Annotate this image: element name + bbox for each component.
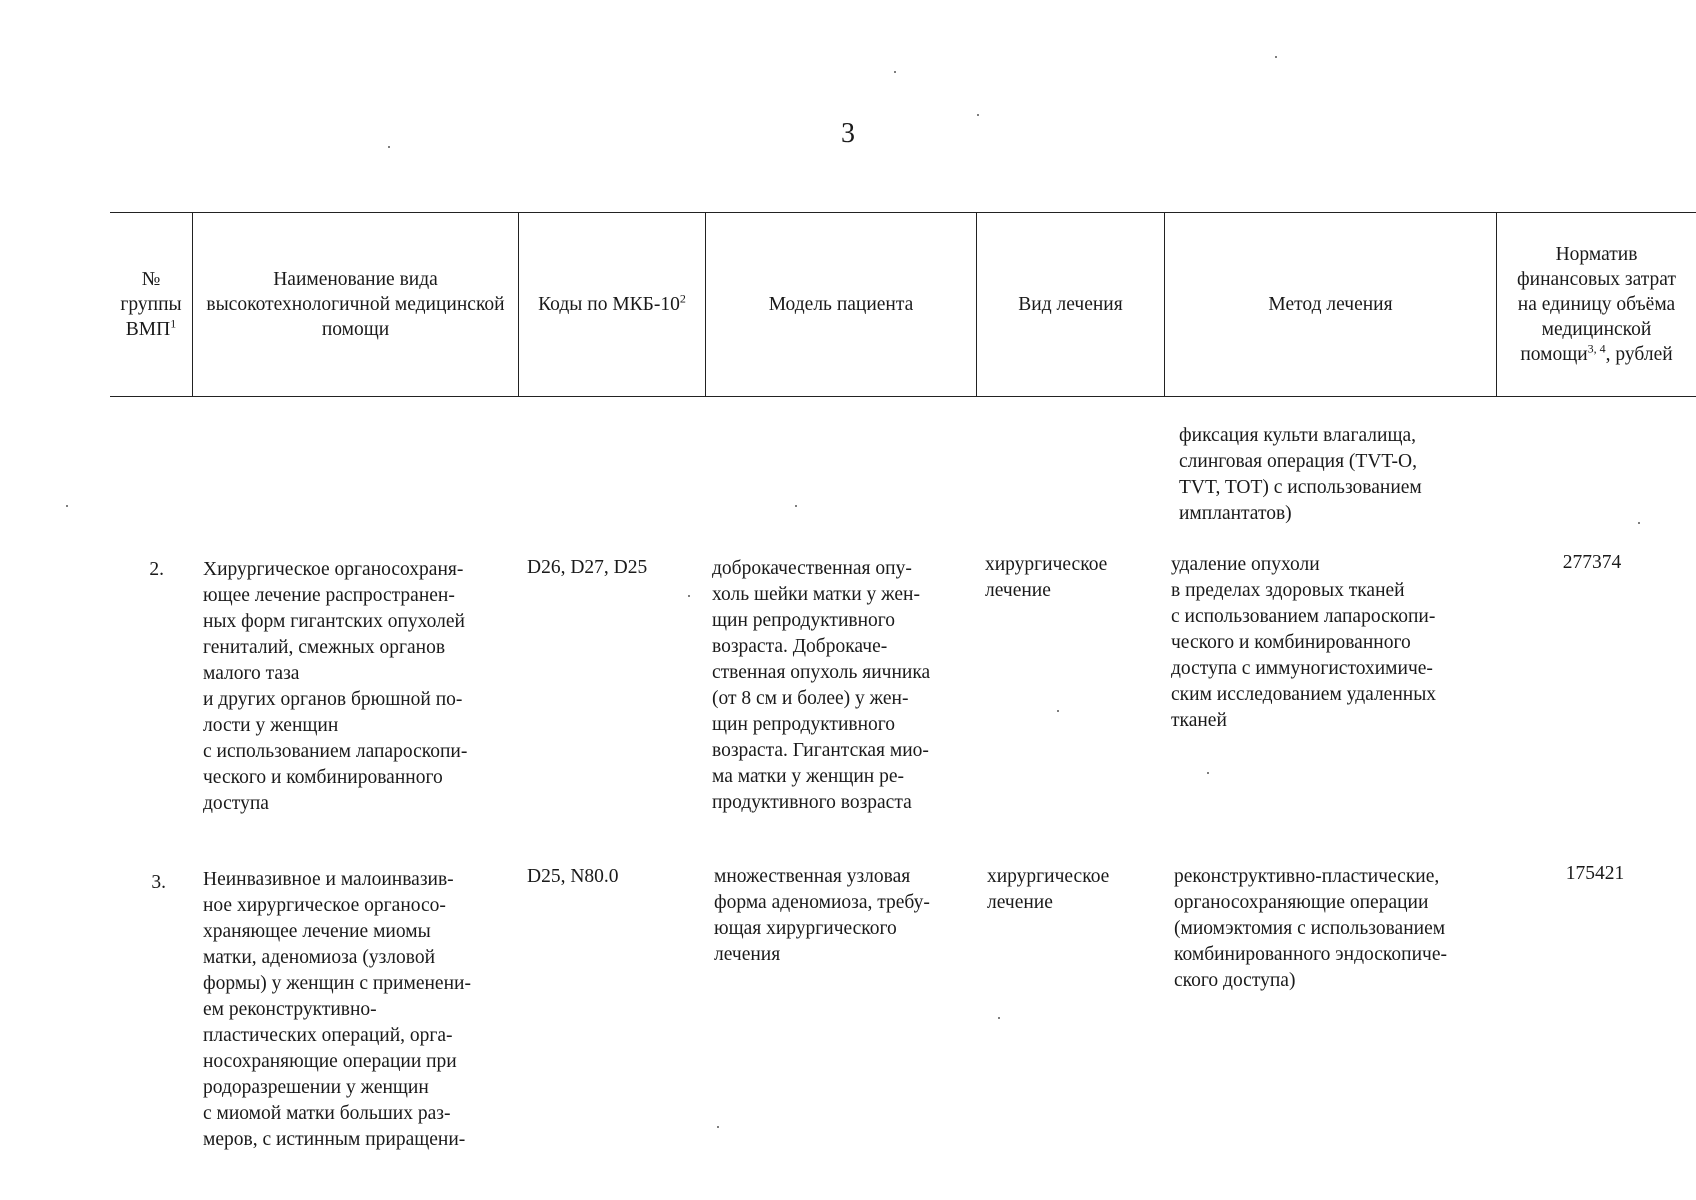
header-icd-codes	[519, 213, 706, 396]
row-2-treatment-type: хирургическое лечение	[985, 554, 1108, 601]
scan-speck	[1057, 710, 1059, 712]
scan-speck	[66, 505, 68, 507]
header-patient-model-text: Модель пациента	[768, 294, 914, 315]
header-cost-standard-text: Норматив финансовых затрат на единицу объёма медицинской помощи	[1517, 244, 1676, 365]
footnote-3-4-marker: 3, 4	[1587, 341, 1606, 356]
header-group-number	[110, 213, 193, 396]
header-patient-model	[706, 213, 977, 396]
page-number	[0, 118, 1696, 150]
header-care-name-text: Наименование вида высокотехнологичной медицинской помощи	[206, 269, 505, 340]
row-2-cost: 277374	[1562, 552, 1622, 573]
row-2-patient-model: доброкачественная опу- холь шейки матки у жен- щин репродуктивного возраста. Доброкаче- ственная опухоль яичника (от 8 см и более) у жен- щин репродуктивного возраста. Гигантская мио- ма матки у женщин ре- продуктивного возраста	[712, 558, 931, 813]
header-group-number-text: № группы ВМП	[120, 269, 182, 340]
scan-speck	[1207, 772, 1209, 774]
header-cost-standard-unit: , рублей	[1605, 344, 1673, 365]
row-2-icd-codes: D26, D27, D25	[527, 557, 648, 578]
row-3-patient-model: множественная узловая форма аденомиоза, требу- ющая хирургического лечения	[714, 866, 930, 965]
continuation-method: фиксация культи влагалища, слинговая операция (TVT-O, TVT, TOT) с использованием имплантатов)	[1179, 425, 1422, 524]
scan-speck	[688, 595, 690, 597]
page-number-text: 3	[841, 118, 855, 149]
scan-speck	[1275, 56, 1277, 58]
scan-speck	[998, 1017, 1000, 1019]
footnote-2-marker: 2	[679, 291, 686, 306]
scan-speck	[1638, 522, 1640, 524]
row-3-care-name: Неинвазивное и малоинвазив- ное хирургическое органосо- храняющее лечение миомы матки, аденомиоза (узловой формы) у женщин с применени- ем реконструктивно- пластических операций, орга- носохраняющие операции при родоразрешении у женщин с миомой матки больших раз- меров, с истинным приращени-	[203, 869, 471, 1150]
row-3-treatment-method: реконструктивно-пластические, органосохраняющие операции (миомэктомия с использованием комбинированного эндоскопиче- ского доступа)	[1174, 866, 1447, 991]
scan-speck	[388, 146, 390, 148]
header-care-name	[193, 213, 519, 396]
row-3-icd-codes: D25, N80.0	[527, 866, 619, 887]
scan-speck	[894, 71, 896, 73]
scan-speck	[977, 114, 979, 116]
row-2-care-name: Хирургическое органосохраня- ющее лечение распространен- ных форм гигантских опухолей гениталий, смежных органов малого таза и других органов брюшной по- лости у женщин с использованием лапароскопи- ческого и комбинированного доступа	[203, 559, 468, 814]
row-3-treatment-type: хирургическое лечение	[987, 866, 1110, 913]
header-treatment-type	[977, 213, 1165, 396]
footnote-1-marker: 1	[170, 316, 177, 331]
header-treatment-method	[1165, 213, 1497, 396]
header-icd-codes-text: Коды по МКБ-10	[538, 294, 680, 315]
scan-speck	[795, 505, 797, 507]
header-treatment-method-text: Метод лечения	[1268, 294, 1393, 315]
table-header	[110, 212, 1696, 397]
header-treatment-type-text: Вид лечения	[1018, 294, 1123, 315]
row-3-cost: 175421	[1565, 863, 1625, 884]
header-cost-standard	[1497, 213, 1696, 396]
row-3-number: 3.	[151, 872, 166, 893]
scan-speck	[717, 1126, 719, 1128]
row-2-treatment-method: удаление опухоли в пределах здоровых тканей с использованием лапароскопи- ческого и комбинированного доступа с иммуногистохимиче- ским исследованием удаленных тканей	[1171, 554, 1437, 731]
row-2-number: 2.	[149, 559, 164, 580]
